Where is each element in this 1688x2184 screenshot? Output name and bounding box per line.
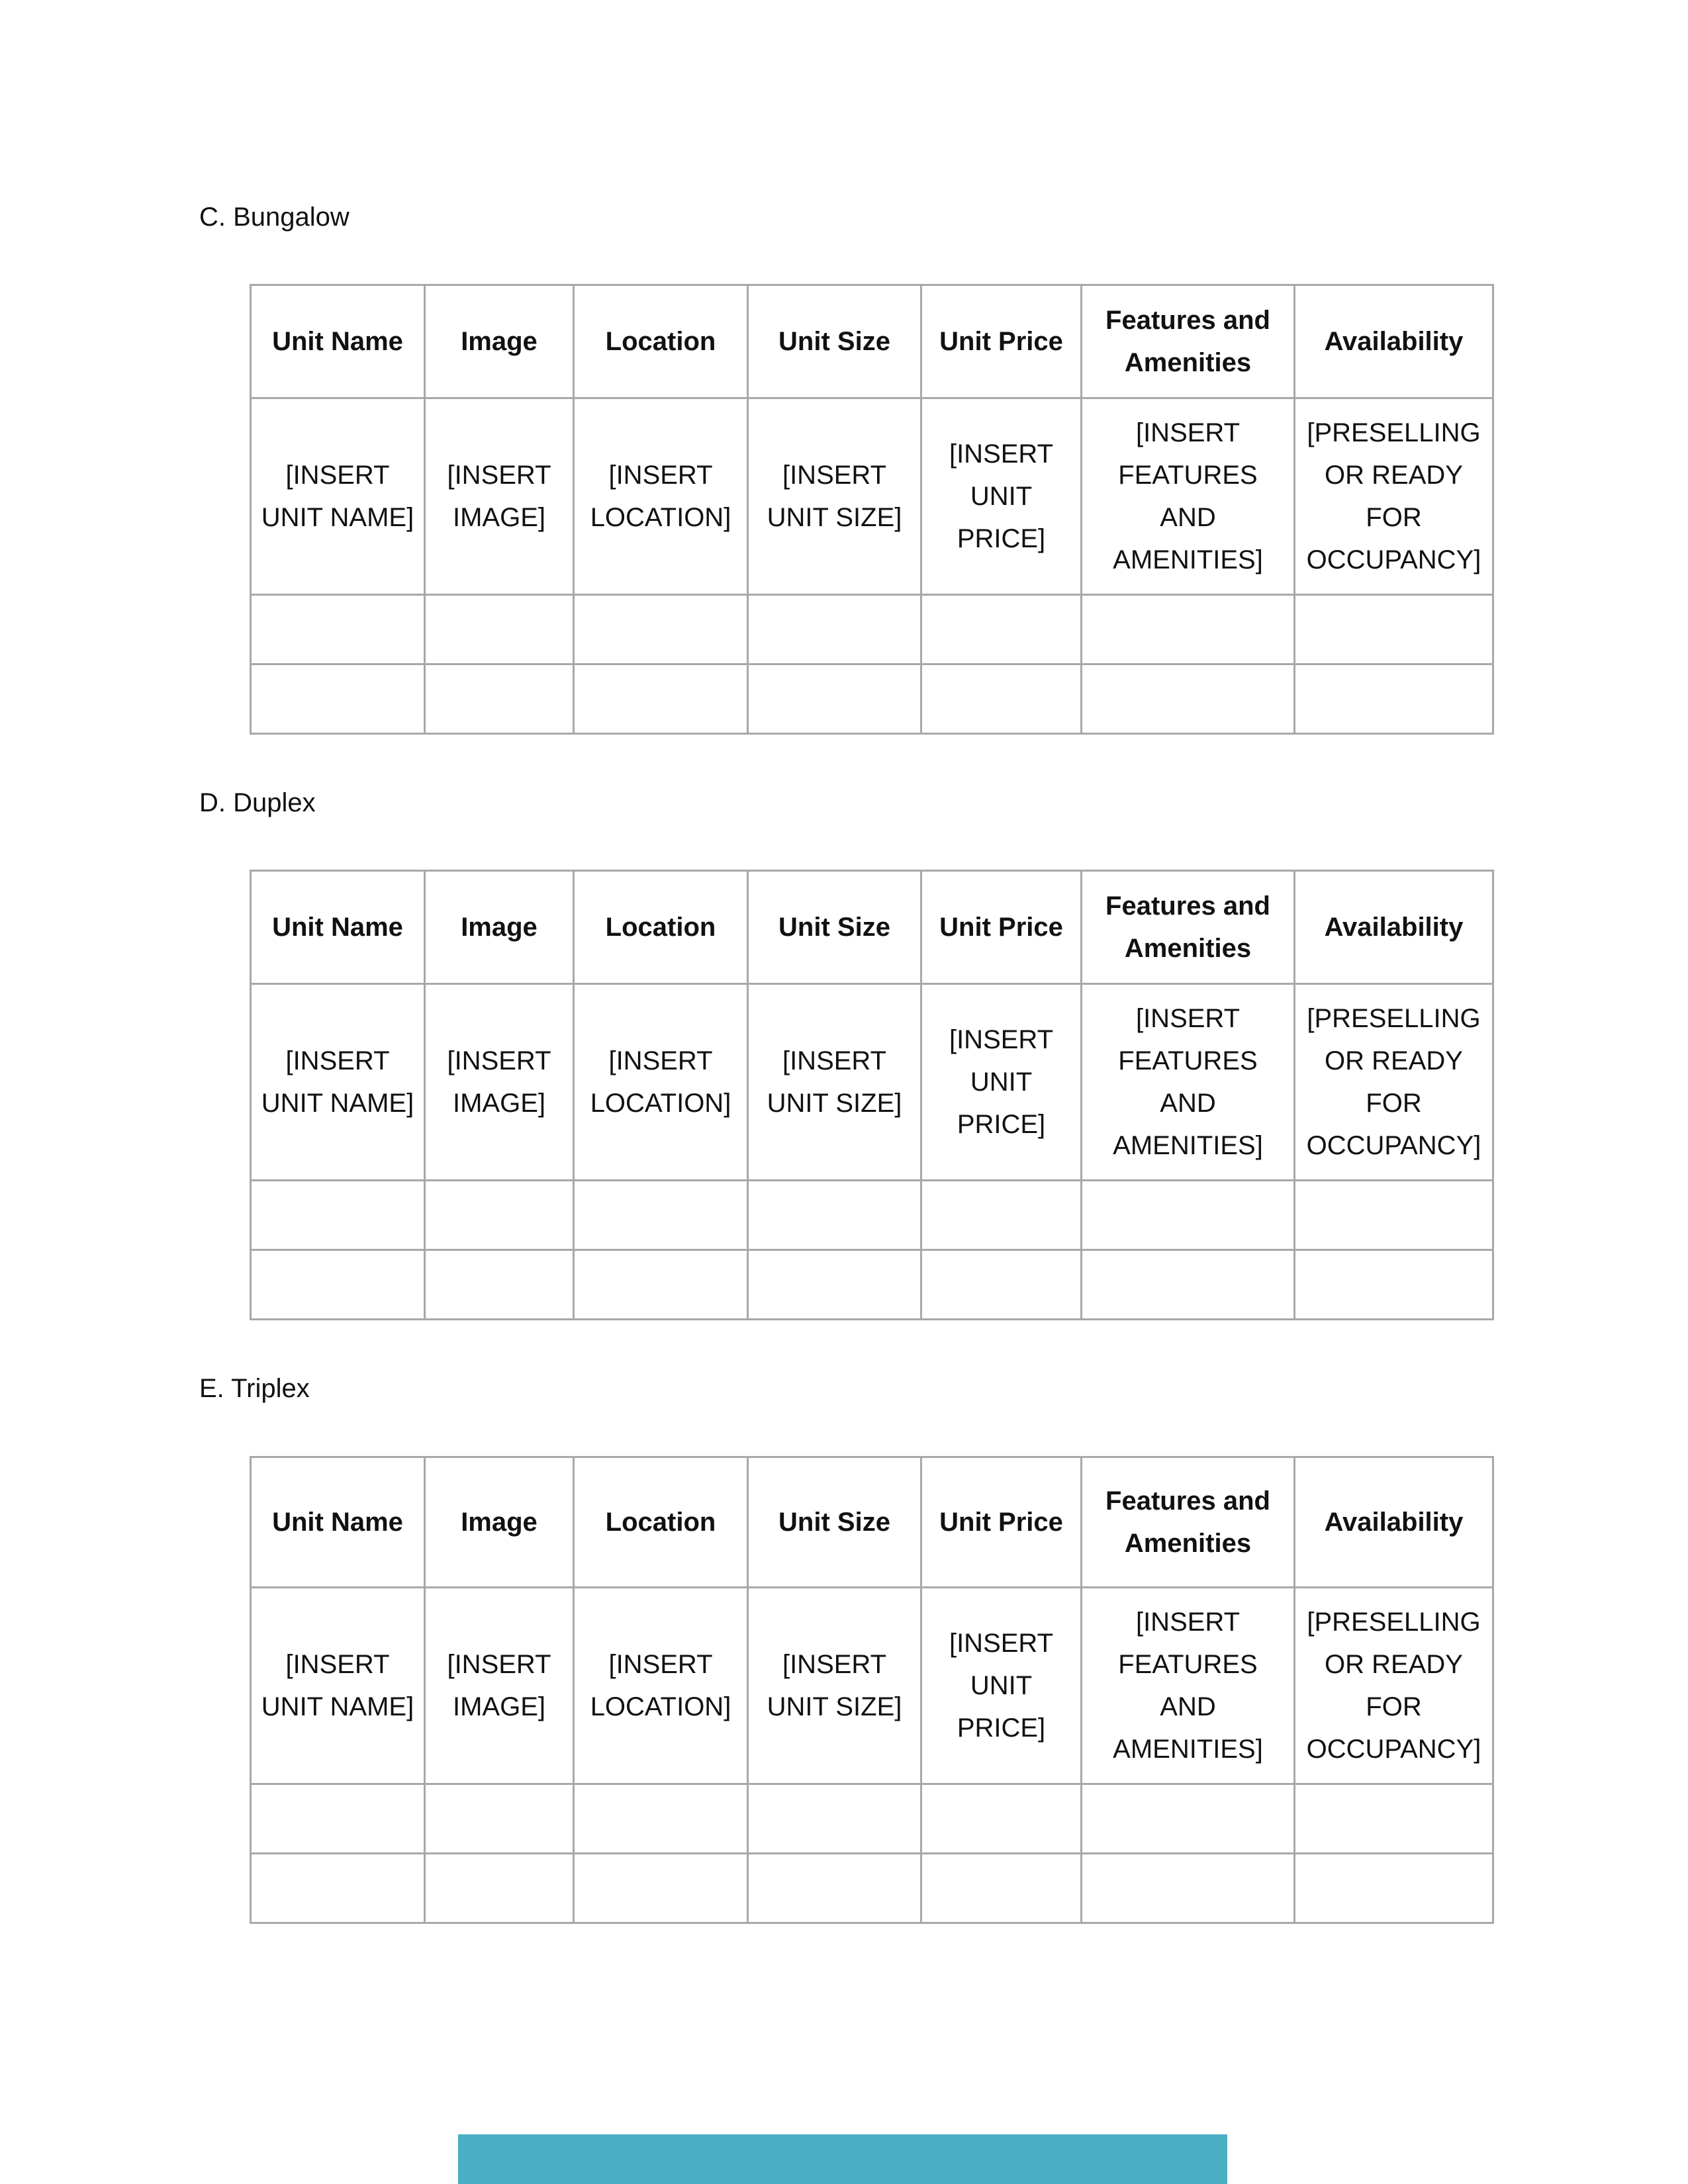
empty-cell xyxy=(251,1854,425,1923)
column-header-unit-size: Unit Size xyxy=(748,285,921,398)
table-row-empty xyxy=(251,1854,1493,1923)
table-row xyxy=(251,1588,1493,1784)
section-title-bungalow: C. Bungalow xyxy=(199,203,350,232)
empty-cell xyxy=(748,1854,921,1923)
empty-cell xyxy=(425,595,574,664)
empty-cell xyxy=(251,595,425,664)
table-row-empty xyxy=(251,1784,1493,1854)
empty-cell xyxy=(1295,664,1493,734)
empty-cell xyxy=(921,664,1082,734)
empty-cell xyxy=(425,1854,574,1923)
cell-features: [INSERT FEATURES AND AMENITIES] xyxy=(1082,984,1295,1181)
column-header-features: Features and Amenities xyxy=(1082,285,1295,398)
empty-cell xyxy=(574,1784,748,1854)
table-header-row xyxy=(251,285,1493,398)
table-row xyxy=(251,984,1493,1181)
empty-cell xyxy=(921,1784,1082,1854)
column-header-unit-name: Unit Name xyxy=(251,1457,425,1588)
empty-cell xyxy=(748,1250,921,1320)
cell-unit-name: [INSERT UNIT NAME] xyxy=(251,984,425,1181)
empty-cell xyxy=(748,1181,921,1250)
cell-features: [INSERT FEATURES AND AMENITIES] xyxy=(1082,1588,1295,1784)
column-header-unit-size: Unit Size xyxy=(748,871,921,984)
column-header-unit-price: Unit Price xyxy=(921,871,1082,984)
column-header-unit-name: Unit Name xyxy=(251,285,425,398)
empty-cell xyxy=(574,595,748,664)
triplex-table xyxy=(250,1456,1494,1924)
column-header-availability: Availability xyxy=(1295,1457,1493,1588)
empty-cell xyxy=(1295,1854,1493,1923)
empty-cell xyxy=(1082,1784,1295,1854)
table-header-row xyxy=(251,1457,1493,1588)
empty-cell xyxy=(251,1784,425,1854)
footer-accent-bar xyxy=(458,2134,1227,2184)
cell-image: [INSERT IMAGE] xyxy=(425,984,574,1181)
empty-cell xyxy=(1295,1250,1493,1320)
empty-cell xyxy=(251,1250,425,1320)
empty-cell xyxy=(1082,1250,1295,1320)
empty-cell xyxy=(251,1181,425,1250)
cell-availability: [PRESELLING OR READY FOR OCCUPANCY] xyxy=(1295,398,1493,595)
table-row-empty xyxy=(251,664,1493,734)
cell-unit-size: [INSERT UNIT SIZE] xyxy=(748,1588,921,1784)
column-header-availability: Availability xyxy=(1295,285,1493,398)
cell-unit-price: [INSERT UNIT PRICE] xyxy=(921,398,1082,595)
empty-cell xyxy=(921,1250,1082,1320)
empty-cell xyxy=(921,595,1082,664)
table-row-empty xyxy=(251,595,1493,664)
empty-cell xyxy=(1082,664,1295,734)
table-row-empty xyxy=(251,1181,1493,1250)
empty-cell xyxy=(425,1181,574,1250)
column-header-location: Location xyxy=(574,285,748,398)
column-header-unit-price: Unit Price xyxy=(921,1457,1082,1588)
empty-cell xyxy=(748,595,921,664)
empty-cell xyxy=(1082,595,1295,664)
cell-unit-size: [INSERT UNIT SIZE] xyxy=(748,398,921,595)
cell-availability: [PRESELLING OR READY FOR OCCUPANCY] xyxy=(1295,984,1493,1181)
cell-availability: [PRESELLING OR READY FOR OCCUPANCY] xyxy=(1295,1588,1493,1784)
bungalow-table xyxy=(250,284,1494,735)
cell-features: [INSERT FEATURES AND AMENITIES] xyxy=(1082,398,1295,595)
column-header-image: Image xyxy=(425,285,574,398)
table-row xyxy=(251,398,1493,595)
cell-unit-size: [INSERT UNIT SIZE] xyxy=(748,984,921,1181)
empty-cell xyxy=(748,1784,921,1854)
empty-cell xyxy=(251,664,425,734)
cell-unit-price: [INSERT UNIT PRICE] xyxy=(921,984,1082,1181)
empty-cell xyxy=(574,1250,748,1320)
cell-image: [INSERT IMAGE] xyxy=(425,1588,574,1784)
column-header-unit-size: Unit Size xyxy=(748,1457,921,1588)
cell-unit-name: [INSERT UNIT NAME] xyxy=(251,398,425,595)
empty-cell xyxy=(574,664,748,734)
table-header-row xyxy=(251,871,1493,984)
empty-cell xyxy=(574,1181,748,1250)
table-row-empty xyxy=(251,1250,1493,1320)
cell-unit-price: [INSERT UNIT PRICE] xyxy=(921,1588,1082,1784)
empty-cell xyxy=(1295,1181,1493,1250)
empty-cell xyxy=(574,1854,748,1923)
empty-cell xyxy=(1295,595,1493,664)
cell-image: [INSERT IMAGE] xyxy=(425,398,574,595)
empty-cell xyxy=(425,664,574,734)
empty-cell xyxy=(1082,1181,1295,1250)
empty-cell xyxy=(1082,1854,1295,1923)
empty-cell xyxy=(1295,1784,1493,1854)
cell-location: [INSERT LOCATION] xyxy=(574,984,748,1181)
column-header-location: Location xyxy=(574,871,748,984)
section-title-duplex: D. Duplex xyxy=(199,788,316,817)
column-header-features: Features and Amenities xyxy=(1082,1457,1295,1588)
column-header-unit-name: Unit Name xyxy=(251,871,425,984)
empty-cell xyxy=(425,1784,574,1854)
column-header-unit-price: Unit Price xyxy=(921,285,1082,398)
empty-cell xyxy=(921,1854,1082,1923)
duplex-table xyxy=(250,870,1494,1320)
cell-unit-name: [INSERT UNIT NAME] xyxy=(251,1588,425,1784)
column-header-image: Image xyxy=(425,871,574,984)
cell-location: [INSERT LOCATION] xyxy=(574,398,748,595)
column-header-location: Location xyxy=(574,1457,748,1588)
cell-location: [INSERT LOCATION] xyxy=(574,1588,748,1784)
column-header-features: Features and Amenities xyxy=(1082,871,1295,984)
section-title-triplex: E. Triplex xyxy=(199,1374,310,1403)
empty-cell xyxy=(748,664,921,734)
column-header-image: Image xyxy=(425,1457,574,1588)
empty-cell xyxy=(921,1181,1082,1250)
empty-cell xyxy=(425,1250,574,1320)
column-header-availability: Availability xyxy=(1295,871,1493,984)
